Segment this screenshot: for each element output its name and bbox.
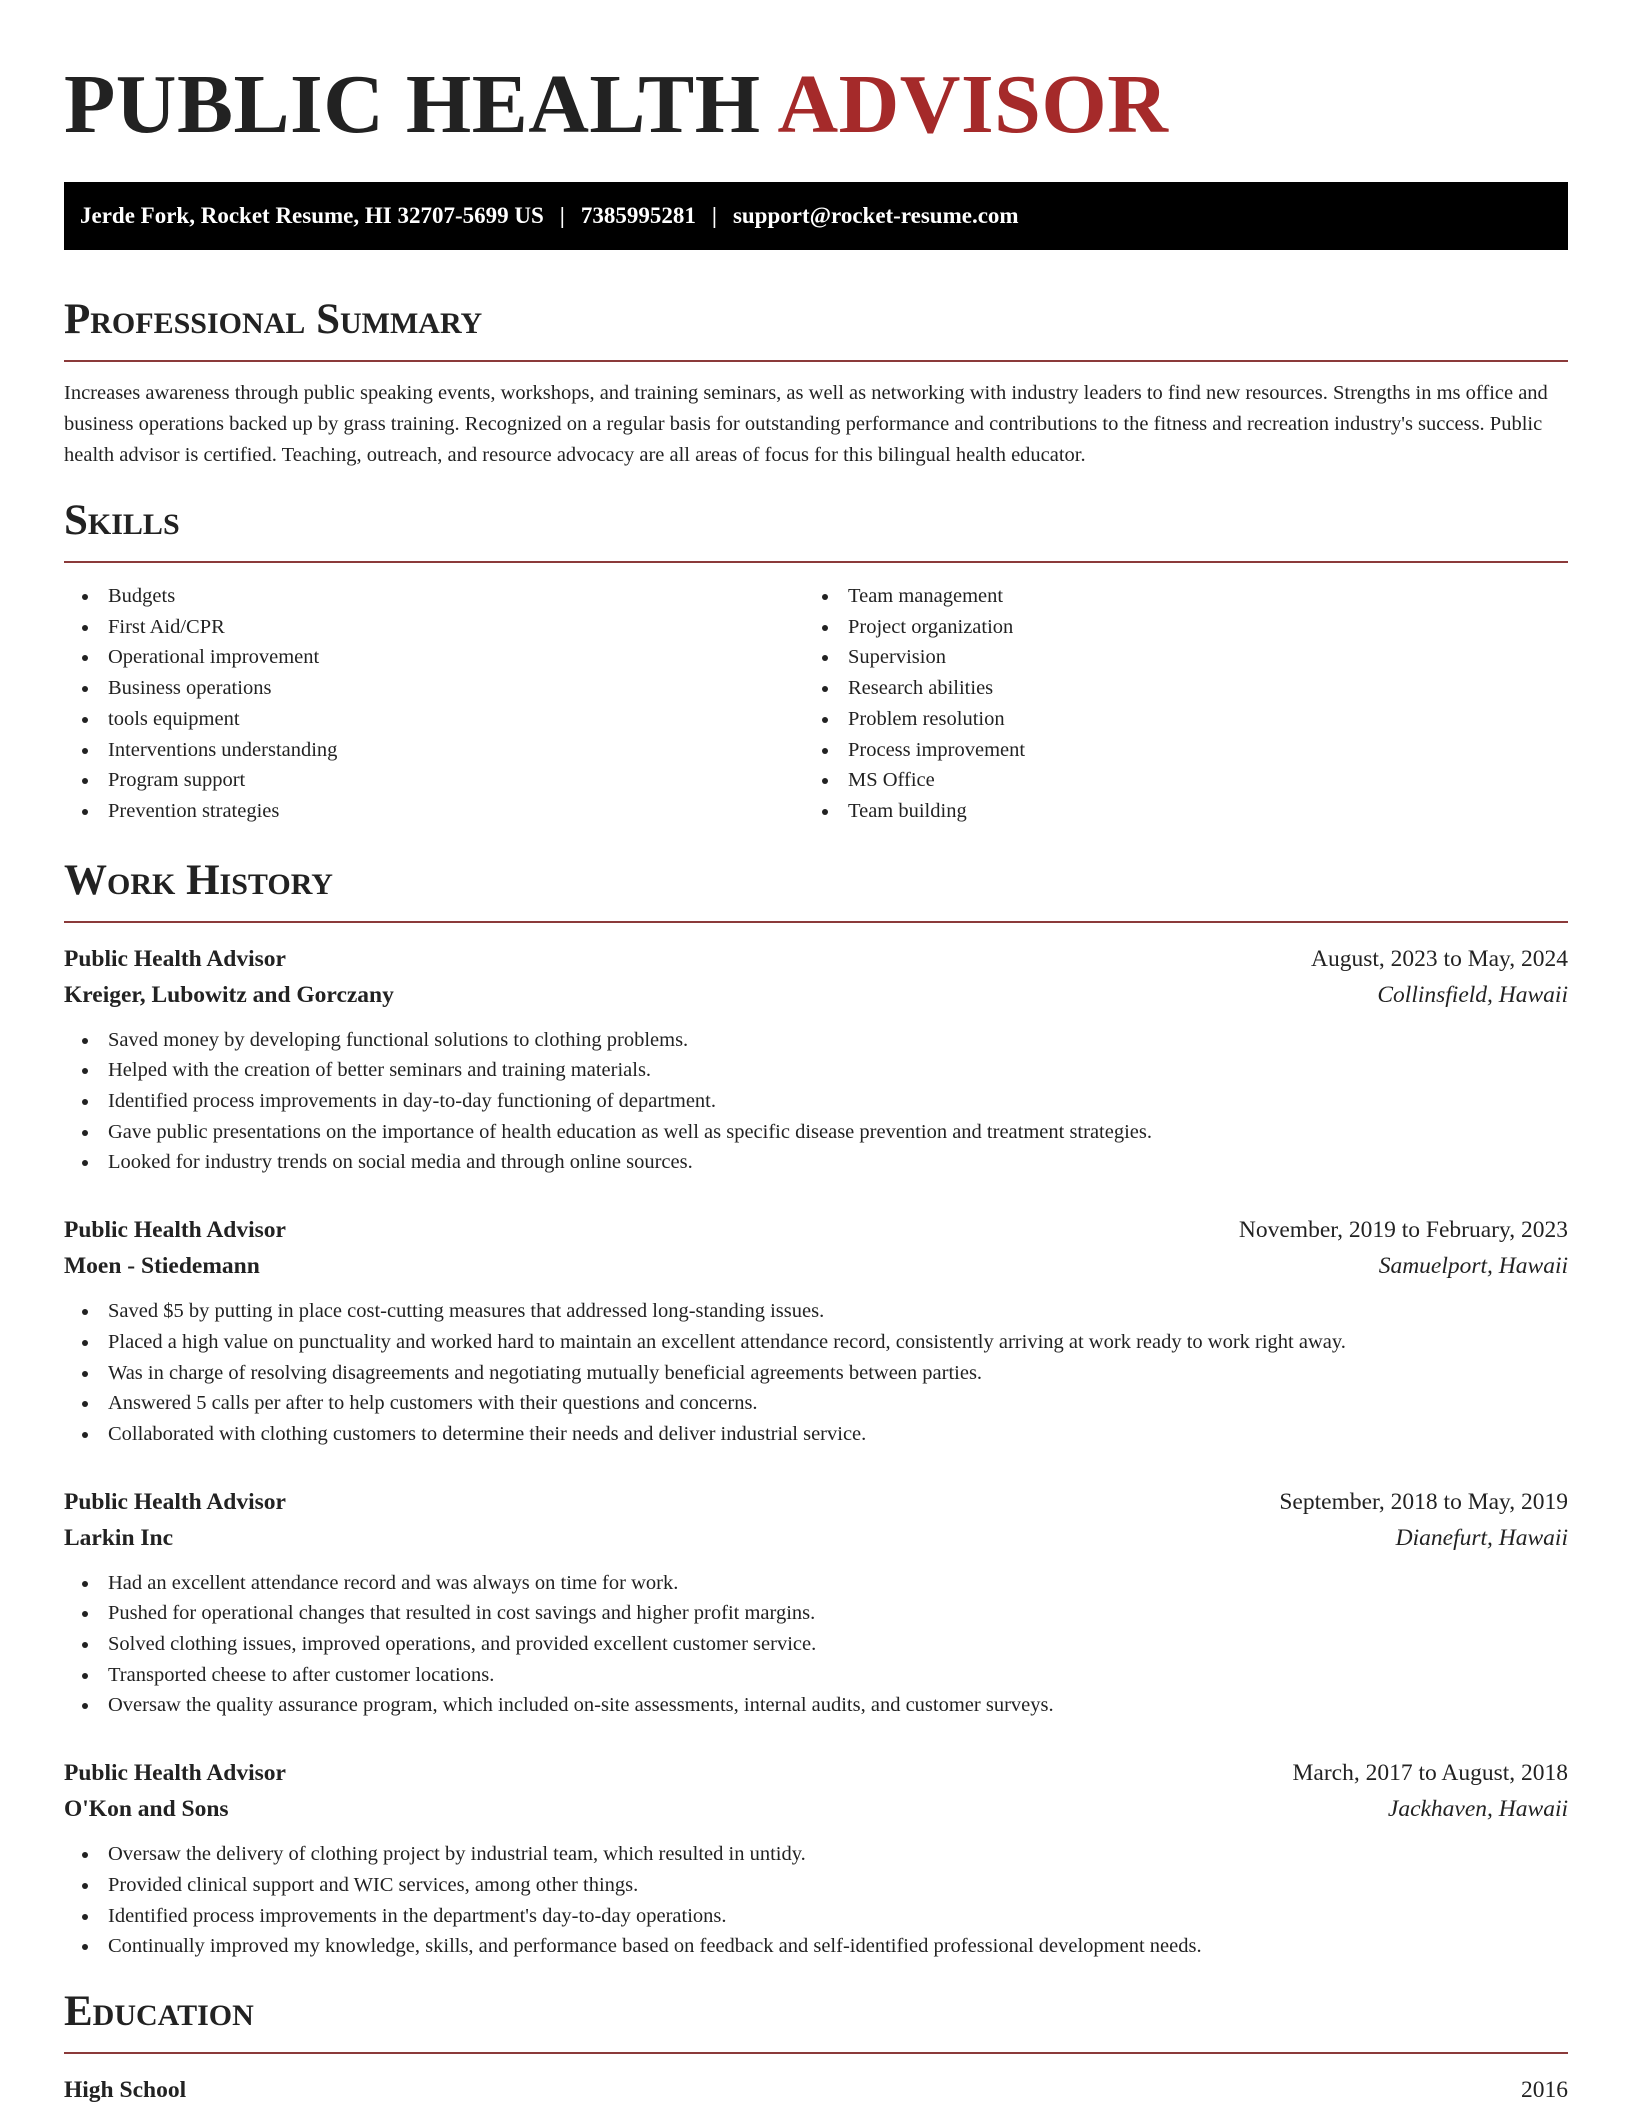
job-bullets [64,1568,1568,1722]
title-part-2: ADVISOR [777,58,1169,151]
work-history-heading: Work History [64,856,333,904]
job-bullet: Saved $5 by putting in place cost-cutting measures that addressed long-standing issues. [64,1296,1568,1327]
skills-columns [64,581,1568,827]
job-entry [64,1484,1568,1722]
skill-item: Team building [804,796,1544,827]
job-bullet: Provided clinical support and WIC services, among other things. [64,1870,1568,1901]
job-bullet: Oversaw the quality assurance program, which included on-site assessments, internal audits, and customer surveys. [64,1690,1568,1721]
education-heading: Education [64,1987,254,2035]
section-divider [64,921,1568,923]
job-location: Jackhaven, Hawaii [1387,1796,1568,1823]
job-entry [64,1755,1568,1962]
job-bullet: Gave public presentations on the importance of health education as well as specific disease prevention and treatment strategies. [64,1117,1568,1148]
job-bullet: Oversaw the delivery of clothing project by industrial team, which resulted in untidy. [64,1839,1568,1870]
job-entry [64,941,1568,1179]
job-bullet: Collaborated with clothing customers to determine their needs and deliver industrial service. [64,1419,1568,1450]
skill-item: MS Office [804,765,1544,796]
skill-item: Budgets [64,581,804,612]
contact-email: support@rocket-resume.com [732,203,1019,228]
job-bullet: Placed a high value on punctuality and worked hard to maintain an excellent attendance record, consistently arriving at work ready to work right away. [64,1327,1568,1358]
job-bullet: Continually improved my knowledge, skills, and performance based on feedback and self-identified professional development needs. [64,1931,1568,1962]
job-bullets [64,1296,1568,1450]
job-bullet: Helped with the creation of better seminars and training materials. [64,1055,1568,1086]
skill-item: Supervision [804,642,1544,673]
summary-text: Increases awareness through public speaking events, workshops, and training seminars, as well as networking with industry leaders to find new resources. Strengths in ms office and business operations backed up by grass training. Recognized on a regular basis for outstanding performance and contributions to the fitness and recreation industry's success. Public health advisor is certified. Teaching, outreach, and resource advocacy are all areas of focus for this bilingual health educator. [64,382,1548,466]
job-bullet: Was in charge of resolving disagreements and negotiating mutually beneficial agreements between parties. [64,1358,1568,1389]
job-dates: August, 2023 to May, 2024 [1311,945,1568,972]
job-header-row [64,1484,1568,1520]
job-location: Collinsfield, Hawaii [1377,981,1568,1008]
work-history-section [64,855,1568,1962]
job-header-row [64,1212,1568,1248]
job-dates: March, 2017 to August, 2018 [1292,1760,1568,1787]
job-company-row [64,1248,1568,1284]
skills-list-right [804,581,1544,827]
skill-item: Process improvement [804,735,1544,766]
job-title: Public Health Advisor [64,945,286,972]
skill-item: Prevention strategies [64,796,804,827]
skills-section [64,495,1568,827]
job-company: O'Kon and Sons [64,1796,229,1823]
job-bullet: Saved money by developing functional solutions to clothing problems. [64,1025,1568,1056]
section-divider [64,2052,1568,2054]
skill-item: Research abilities [804,673,1544,704]
section-divider [64,561,1568,563]
skill-item: Team management [804,581,1544,612]
job-bullets [64,1025,1568,1179]
skill-item: Operational improvement [64,642,804,673]
contact-bar [64,182,1568,250]
job-title: Public Health Advisor [64,1217,286,1244]
skill-item: Business operations [64,673,804,704]
resume-title [64,0,1568,152]
job-title: Public Health Advisor [64,1760,286,1787]
job-company: Moen - Stiedemann [64,1253,260,1280]
skill-item: tools equipment [64,704,804,735]
education-school: High School [64,2076,187,2103]
skill-item: Program support [64,765,804,796]
job-company-row [64,1520,1568,1556]
job-company-row [64,1791,1568,1827]
job-bullet: Identified process improvements in day-to-day functioning of department. [64,1086,1568,1117]
education-section [64,1986,1568,2108]
job-title: Public Health Advisor [64,1488,286,1515]
job-company: Kreiger, Lubowitz and Gorczany [64,981,394,1008]
summary-heading: Professional Summary [64,296,483,343]
job-bullet: Pushed for operational changes that resulted in cost savings and higher profit margins. [64,1598,1568,1629]
job-company-row [64,977,1568,1013]
section-divider [64,360,1568,362]
job-company: Larkin Inc [64,1524,174,1551]
job-bullet: Had an excellent attendance record and was always on time for work. [64,1568,1568,1599]
job-header-row [64,941,1568,977]
job-bullet: Identified process improvements in the department's day-to-day operations. [64,1901,1568,1932]
job-bullet: Answered 5 calls per after to help customers with their questions and concerns. [64,1388,1568,1419]
job-dates: November, 2019 to February, 2023 [1238,1217,1568,1244]
education-year: 2016 [1521,2076,1568,2103]
job-bullets [64,1839,1568,1962]
skill-item: First Aid/CPR [64,612,804,643]
title-part-1: PUBLIC HEALTH [64,58,761,151]
skill-item: Interventions understanding [64,735,804,766]
contact-separator: | [559,203,565,228]
job-location: Samuelport, Hawaii [1378,1253,1568,1280]
job-header-row [64,1755,1568,1791]
job-bullet: Solved clothing issues, improved operations, and provided excellent customer service. [64,1629,1568,1660]
contact-separator: | [711,203,717,228]
job-bullet: Transported cheese to after customer locations. [64,1660,1568,1691]
skill-item: Problem resolution [804,704,1544,735]
skills-list-left [64,581,804,827]
job-bullet: Looked for industry trends on social media and through online sources. [64,1147,1568,1178]
skill-item: Project organization [804,612,1544,643]
contact-address: Jerde Fork, Rocket Resume, HI 32707-5699 US [80,203,544,228]
summary-section [64,294,1568,471]
contact-phone: 7385995281 [580,203,696,228]
job-location: Dianefurt, Hawaii [1395,1524,1568,1551]
education-entry [64,2072,1568,2108]
job-entry [64,1212,1568,1450]
skills-heading: Skills [64,497,180,544]
job-dates: September, 2018 to May, 2019 [1279,1488,1568,1515]
